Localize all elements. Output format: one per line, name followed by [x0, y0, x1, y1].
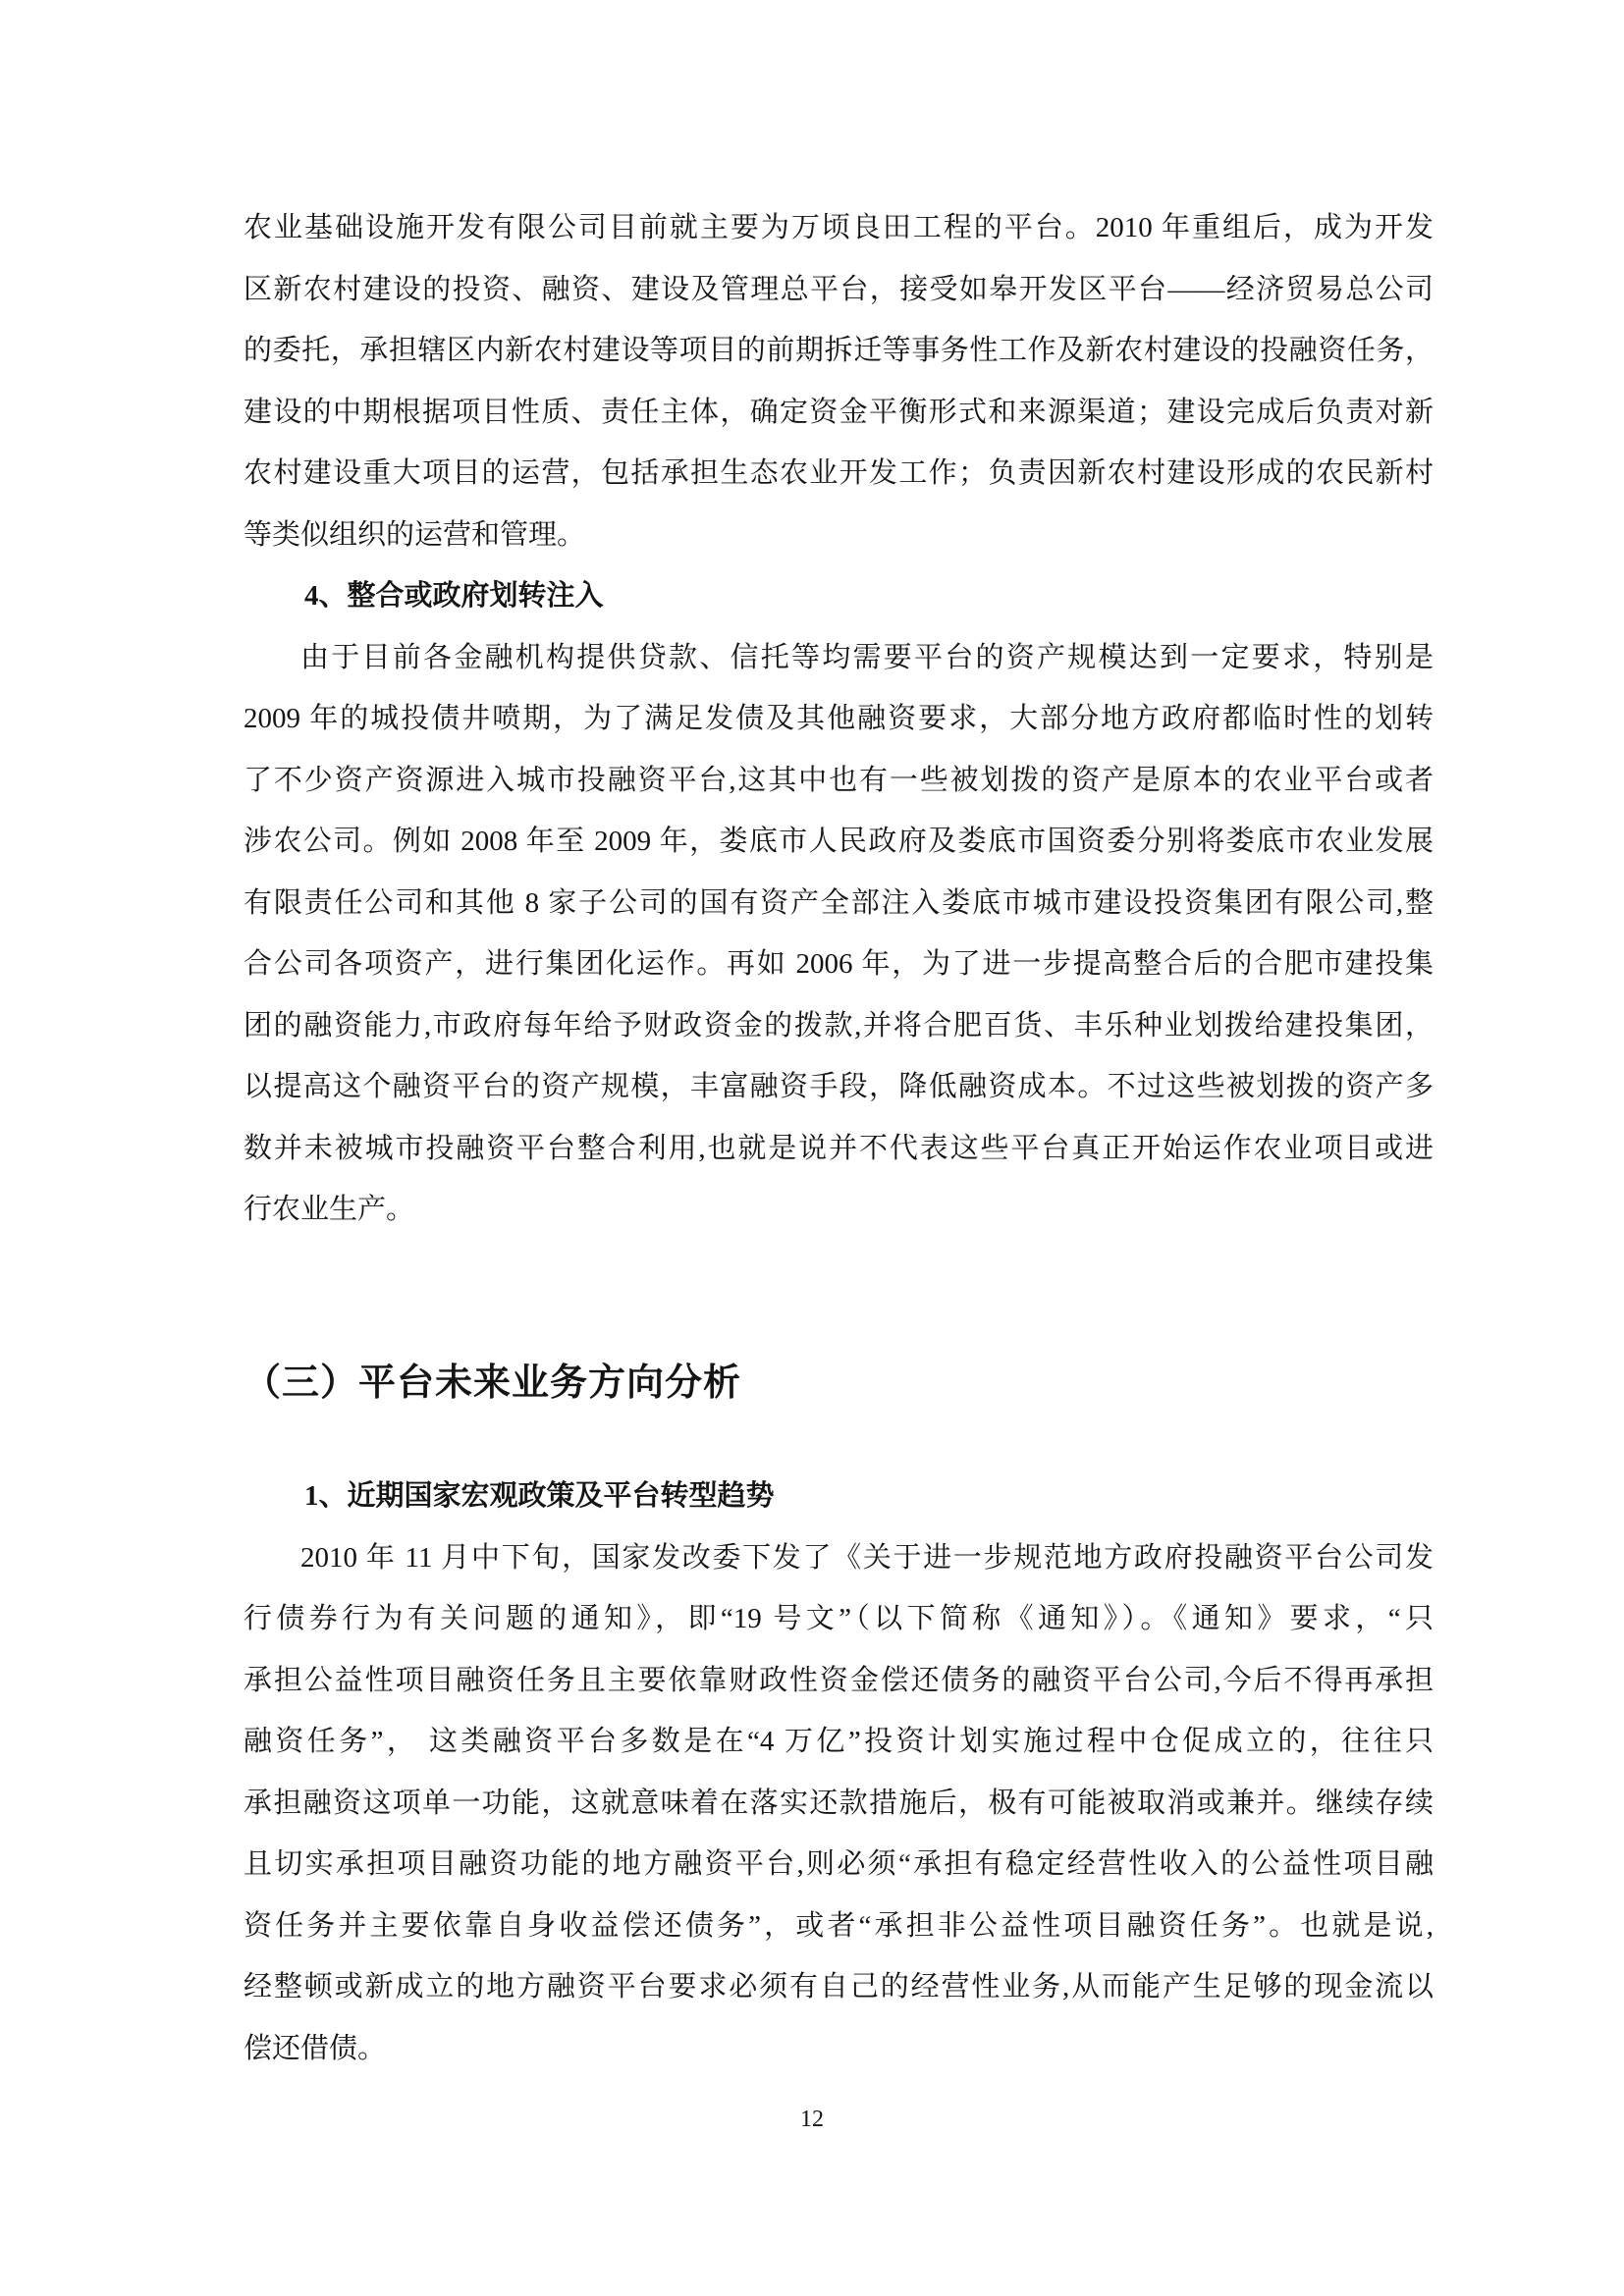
text-line: 建设的中期根据项目性质、责任主体，确定资金平衡形式和来源渠道；建设完成后负责对新 — [244, 396, 1434, 428]
text-line: 合公司各项资产，进行集团化运作。再如 2006 年，为了进一步提高整合后的合肥市建投集 — [244, 948, 1434, 980]
text-line: 农业基础设施开发有限公司目前就主要为万顷良田工程的平台。2010 年重组后，成为开发 — [244, 212, 1434, 243]
subheading-national-macro-policy: 1、近期国家宏观政策及平台转型趋势 — [304, 1480, 775, 1512]
text-line: 涉农公司。例如 2008 年至 2009 年，娄底市人民政府及娄底市国资委分别将娄底市农业发展 — [244, 826, 1434, 857]
page-number: 12 — [800, 2107, 824, 2132]
text-line: 有限责任公司和其他 8 家子公司的国有资产全部注入娄底市城市建设投资集团有限公司,整 — [244, 886, 1434, 919]
subheading-integration-or-government-transfer: 4、整合或政府划转注入 — [304, 580, 604, 612]
text-line: 由于目前各金融机构提供贷款、信托等均需要平台的资产规模达到一定要求，特别是 — [300, 641, 1434, 673]
text-line: 2010 年 11 月中下旬，国家发改委下发了《关于进一步规范地方政府投融资平台公司发 — [300, 1541, 1434, 1574]
paragraph-asset-transfer — [244, 627, 1434, 1241]
text-line: 且切实承担项目融资功能的地方融资平台,则必须“承担有稳定经营性收入的公益性项目融 — [244, 1848, 1434, 1880]
text-line: 等类似组织的运营和管理。 — [244, 518, 586, 551]
text-line: 行农业生产。 — [244, 1194, 415, 1225]
text-line: 融资任务”， 这类融资平台多数是在“4 万亿”投资计划实施过程中仓促成立的，往往只 — [244, 1726, 1434, 1757]
text-line: 区新农村建设的投资、融资、建设及管理总平台，接受如皋开发区平台——经济贸易总公司 — [244, 273, 1434, 305]
page-content — [244, 197, 1434, 2079]
text-line: 资任务并主要依靠自身收益偿还债务”，或者“承担非公益性项目融资任务”。也就是说, — [244, 1909, 1434, 1942]
section-heading-future-business-direction: （三）平台未来业务方向分析 — [244, 1362, 742, 1404]
text-line: 偿还借债。 — [244, 2032, 387, 2064]
text-line: 行债券行为有关问题的通知》，即“19 号文”（以下简称《通知》）。《通知》要求，“只 — [244, 1603, 1434, 1634]
text-line: 承担公益性项目融资任务且主要依靠财政性资金偿还债务的融资平台公司,今后不得再承担 — [244, 1664, 1434, 1696]
text-line: 的委托，承担辖区内新农村建设等项目的前期拆迁等事务性工作及新农村建设的投融资任务， — [244, 335, 1434, 366]
text-line: 团的融资能力,市政府每年给予财政资金的拨款,并将合肥百货、丰乐种业划拨给建投集团， — [244, 1009, 1434, 1041]
text-line: 2009 年的城投债井喷期，为了满足发债及其他融资要求，大部分地方政府都临时性的划转 — [244, 703, 1434, 734]
text-line: 了不少资产资源进入城市投融资平台,这其中也有一些被划拨的资产是原本的农业平台或者 — [244, 764, 1434, 796]
text-line: 农村建设重大项目的运营，包括承担生态农业开发工作；负责因新农村建设形成的农民新村 — [244, 457, 1434, 489]
paragraph-platform-continuation — [244, 197, 1434, 565]
text-line: 数并未被城市投融资平台整合利用,也就是说并不代表这些平台真正开始运作农业项目或进 — [244, 1132, 1434, 1164]
text-line: 经整顿或新成立的地方融资平台要求必须有自己的经营性业务,从而能产生足够的现金流以 — [244, 1971, 1434, 2002]
text-line: 承担融资这项单一功能，这就意味着在落实还款措施后，极有可能被取消或兼并。继续存续 — [244, 1787, 1434, 1819]
text-line: 以提高这个融资平台的资产规模，丰富融资手段，降低融资成本。不过这些被划拨的资产多 — [244, 1071, 1434, 1102]
paragraph-policy-notice — [244, 1527, 1434, 2080]
